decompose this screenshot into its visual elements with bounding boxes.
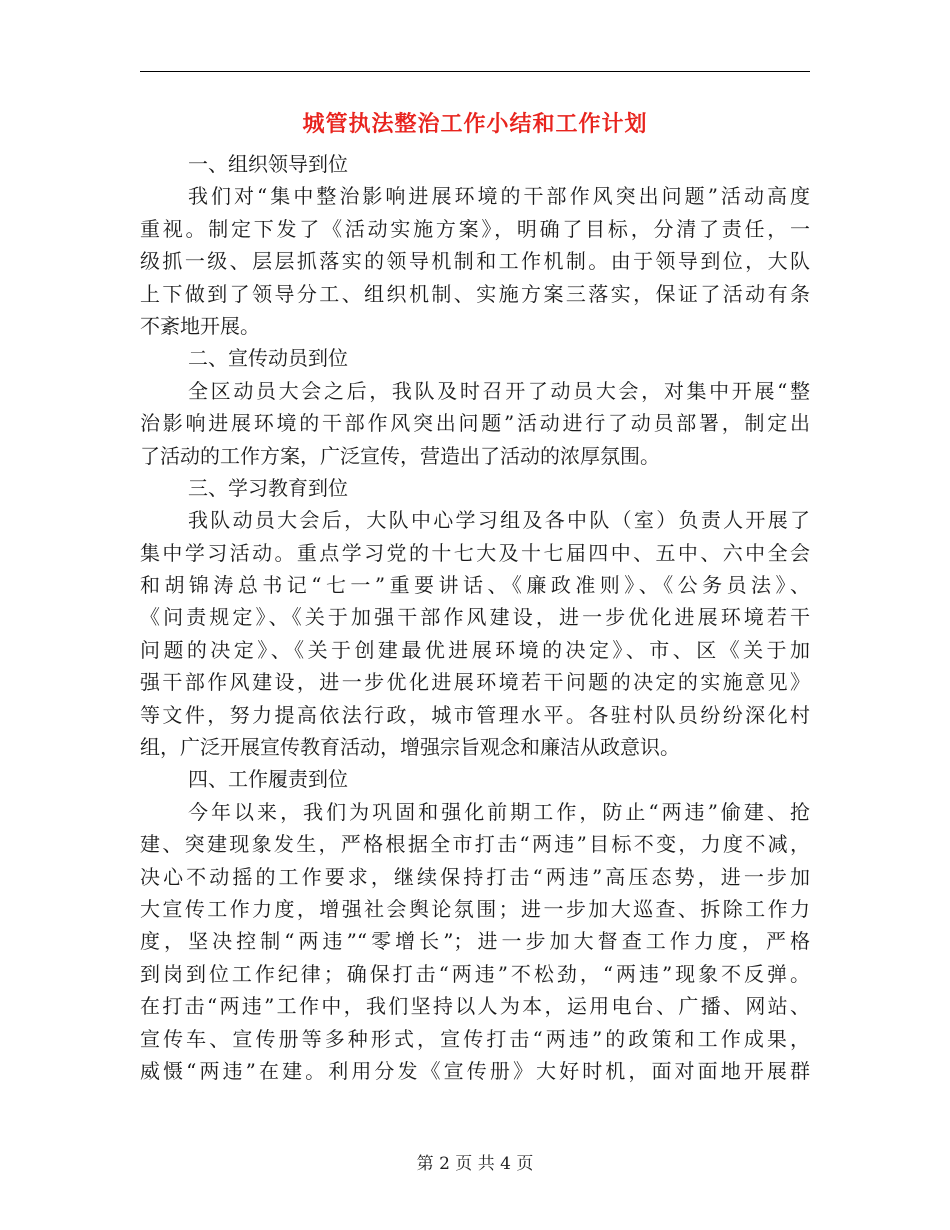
section-heading: 四、工作履责到位	[188, 767, 348, 792]
paragraph-line: 强干部作风建设，进一步优化进展环境若干问题的决定的实施意见》	[140, 670, 810, 695]
header-rule	[140, 71, 810, 72]
paragraph-line: 度，坚决控制“两违”“零增长”；进一步加大督查工作力度，严格	[140, 929, 810, 954]
paragraph-line: 等文件，努力提高依法行政，城市管理水平。各驻村队员纷纷深化村	[140, 702, 810, 727]
paragraph-line: 《问责规定》、《关于加强干部作风建设，进一步优化进展环境若干	[140, 605, 810, 630]
paragraph-line: 全区动员大会之后，我队及时召开了动员大会，对集中开展“整	[188, 378, 810, 403]
paragraph-line: 了活动的工作方案，广泛宣传，营造出了活动的浓厚氛围。	[140, 443, 660, 468]
paragraph-line: 威慑“两违”在建。利用分发《宣传册》大好时机，面对面地开展群	[140, 1058, 810, 1083]
paragraph-line: 和胡锦涛总书记“七一”重要讲话、《廉政准则》、《公务员法》、	[140, 573, 810, 598]
paragraph-line: 我们对“集中整治影响进展环境的干部作风突出问题”活动高度	[188, 184, 810, 209]
paragraph-line: 级抓一级、层层抓落实的领导机制和工作机制。由于领导到位，大队	[140, 249, 810, 274]
paragraph-line: 大宣传工作力度，增强社会舆论氛围；进一步加大巡查、拆除工作力	[140, 896, 810, 921]
paragraph-line: 集中学习活动。重点学习党的十七大及十七届四中、五中、六中全会	[140, 540, 810, 565]
paragraph-line: 在打击“两违”工作中，我们坚持以人为本，运用电台、广播、网站、	[140, 994, 810, 1019]
paragraph-line: 问题的决定》、《关于创建最优进展环境的决定》、市、区《关于加	[140, 637, 810, 662]
paragraph-line: 到岗到位工作纪律；确保打击“两违”不松劲，“两违”现象不反弹。	[140, 961, 810, 986]
paragraph-line: 决心不动摇的工作要求，继续保持打击“两违”高压态势，进一步加	[140, 864, 810, 889]
paragraph-line: 重视。制定下发了《活动实施方案》，明确了目标，分清了责任，一	[140, 216, 810, 241]
paragraph-line: 宣传车、宣传册等多种形式，宣传打击“两违”的政策和工作成果，	[140, 1026, 810, 1051]
paragraph-line: 我队动员大会后，大队中心学习组及各中队（室）负责人开展了	[188, 508, 810, 533]
page-number-footer: 第 2 页 共 4 页	[416, 1154, 534, 1174]
paragraph-line: 不紊地开展。	[140, 313, 260, 338]
section-heading: 二、宣传动员到位	[188, 346, 348, 371]
document-title: 城管执法整治工作小结和工作计划	[302, 112, 648, 137]
document-body	[140, 148, 810, 1087]
paragraph-line: 上下做到了领导分工、组织机制、实施方案三落实，保证了活动有条	[140, 281, 810, 306]
paragraph-line: 组，广泛开展宣传教育活动，增强宗旨观念和廉洁从政意识。	[140, 735, 680, 760]
paragraph-line: 治影响进展环境的干部作风突出问题”活动进行了动员部署，制定出	[140, 411, 810, 436]
paragraph-line: 建、突建现象发生，严格根据全市打击“两违”目标不变，力度不减，	[140, 832, 810, 857]
section-heading: 一、组织领导到位	[188, 152, 348, 176]
paragraph-line: 今年以来，我们为巩固和强化前期工作，防止“两违”偷建、抢	[188, 799, 810, 824]
section-heading: 三、学习教育到位	[188, 475, 348, 500]
